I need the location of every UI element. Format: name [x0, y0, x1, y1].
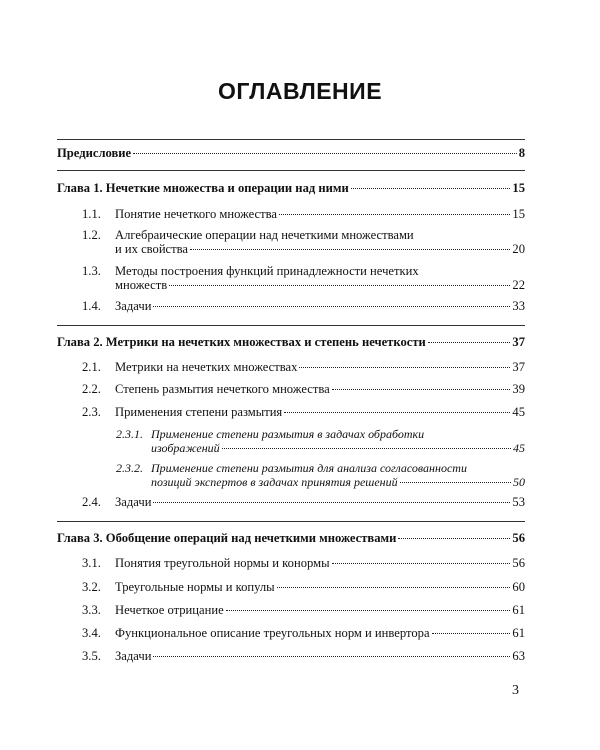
entry-page: 15 [512, 181, 525, 195]
entry-page: 8 [518, 146, 525, 160]
entry-title: Глава 2. Метрики на нечетких множествах и степень нечеткости [57, 335, 426, 349]
dot-leader [153, 502, 510, 503]
entry-page: 15 [512, 207, 525, 221]
entry-number: 2.4. [82, 495, 101, 509]
toc-chapter[interactable] [57, 531, 525, 545]
divider [57, 139, 525, 140]
entry-page: 37 [512, 335, 525, 349]
entry-number: 2.3. [82, 405, 101, 419]
toc-entry[interactable] [57, 382, 525, 396]
entry-number: 3.2. [82, 580, 101, 594]
entry-title: Нечеткое отрицание [115, 603, 224, 617]
entry-page: 22 [512, 278, 525, 292]
toc-preface[interactable] [57, 146, 525, 160]
entry-title: Методы построения функций принадлежности нечетких [115, 264, 419, 278]
toc-entry[interactable] [57, 626, 525, 640]
divider [57, 170, 525, 171]
page-title: ОГЛАВЛЕНИЕ [217, 78, 383, 104]
dot-leader [428, 342, 511, 343]
toc-chapter[interactable] [57, 335, 525, 349]
dot-leader [351, 188, 511, 189]
entry-page: 61 [512, 626, 525, 640]
dot-leader [299, 367, 510, 368]
entry-number: 3.3. [82, 603, 101, 617]
entry-title: Функциональное описание треугольных норм и инвертора [115, 626, 430, 640]
entry-page: 63 [512, 649, 525, 663]
dot-leader [284, 412, 510, 413]
entry-page: 39 [512, 382, 525, 396]
page-number: 3 [512, 683, 519, 698]
dot-leader [398, 538, 510, 539]
entry-page: 60 [512, 580, 525, 594]
entry-title: Понятия треугольной нормы и конормы [115, 556, 330, 570]
entry-number: 2.3.1. [116, 427, 143, 441]
dot-leader [222, 448, 511, 449]
dot-leader [133, 153, 517, 154]
entry-title: Метрики на нечетких множествах [115, 360, 298, 374]
toc-entry[interactable] [57, 649, 525, 663]
entry-title: Алгебраические операции над нечеткими множествами [115, 228, 414, 242]
dot-leader [432, 633, 511, 634]
toc-entry[interactable] [57, 264, 525, 292]
entry-title: Предисловие [57, 146, 132, 160]
entry-title: Задачи [115, 495, 152, 509]
toc-entry[interactable] [57, 360, 525, 374]
dot-leader [169, 285, 510, 286]
dot-leader [332, 563, 511, 564]
entry-number: 1.2. [82, 228, 101, 242]
entry-number: 1.4. [82, 299, 101, 313]
entry-page: 50 [513, 475, 525, 489]
entry-page: 56 [512, 531, 525, 545]
entry-title: Применения степени размытия [115, 405, 283, 419]
entry-number: 1.1. [82, 207, 101, 221]
dot-leader [153, 656, 510, 657]
entry-page: 56 [512, 556, 525, 570]
entry-title: Задачи [115, 299, 152, 313]
entry-number: 3.4. [82, 626, 101, 640]
toc-entry[interactable] [57, 580, 525, 594]
toc-entry[interactable] [57, 299, 525, 313]
entry-title: Глава 3. Обобщение операций над нечеткими множествами [57, 531, 397, 545]
toc-chapter[interactable] [57, 181, 525, 195]
toc-entry[interactable] [57, 556, 525, 570]
entry-title: Понятие нечеткого множества [115, 207, 278, 221]
entry-number: 2.1. [82, 360, 101, 374]
entry-title-continued: и их свойства [115, 242, 189, 256]
toc-entry[interactable] [57, 207, 525, 221]
entry-title-continued: позиций экспертов в задачах принятия решений [151, 475, 398, 489]
entry-page: 37 [512, 360, 525, 374]
toc-entry[interactable] [57, 603, 525, 617]
entry-page: 33 [512, 299, 525, 313]
toc-entry[interactable] [57, 495, 525, 509]
dot-leader [279, 214, 510, 215]
entry-number: 2.2. [82, 382, 101, 396]
divider [57, 521, 525, 522]
entry-page: 53 [512, 495, 525, 509]
entry-page: 45 [513, 441, 525, 455]
dot-leader [332, 389, 511, 390]
toc-entry[interactable] [57, 427, 525, 455]
dot-leader [190, 249, 510, 250]
entry-title-continued: изображений [151, 441, 220, 455]
toc-entry[interactable] [57, 461, 525, 489]
entry-title: Применение степени размытия для анализа согласованности [151, 461, 467, 475]
dot-leader [226, 610, 511, 611]
dot-leader [400, 482, 511, 483]
entry-title: Глава 1. Нечеткие множества и операции над ними [57, 181, 349, 195]
entry-number: 3.5. [82, 649, 101, 663]
entry-page: 61 [512, 603, 525, 617]
entry-page: 20 [512, 242, 525, 256]
entry-title: Применение степени размытия в задачах обработки [151, 427, 425, 441]
toc-entry[interactable] [57, 405, 525, 419]
entry-title: Степень размытия нечеткого множества [115, 382, 330, 396]
entry-number: 1.3. [82, 264, 101, 278]
toc-entry[interactable] [57, 228, 525, 256]
entry-number: 3.1. [82, 556, 101, 570]
dot-leader [277, 587, 511, 588]
entry-number: 2.3.2. [116, 461, 143, 475]
dot-leader [153, 306, 510, 307]
entry-title: Задачи [115, 649, 152, 663]
entry-page: 45 [512, 405, 525, 419]
divider [57, 325, 525, 326]
entry-title-continued: множеств [115, 278, 168, 292]
entry-title: Треугольные нормы и копулы [115, 580, 275, 594]
